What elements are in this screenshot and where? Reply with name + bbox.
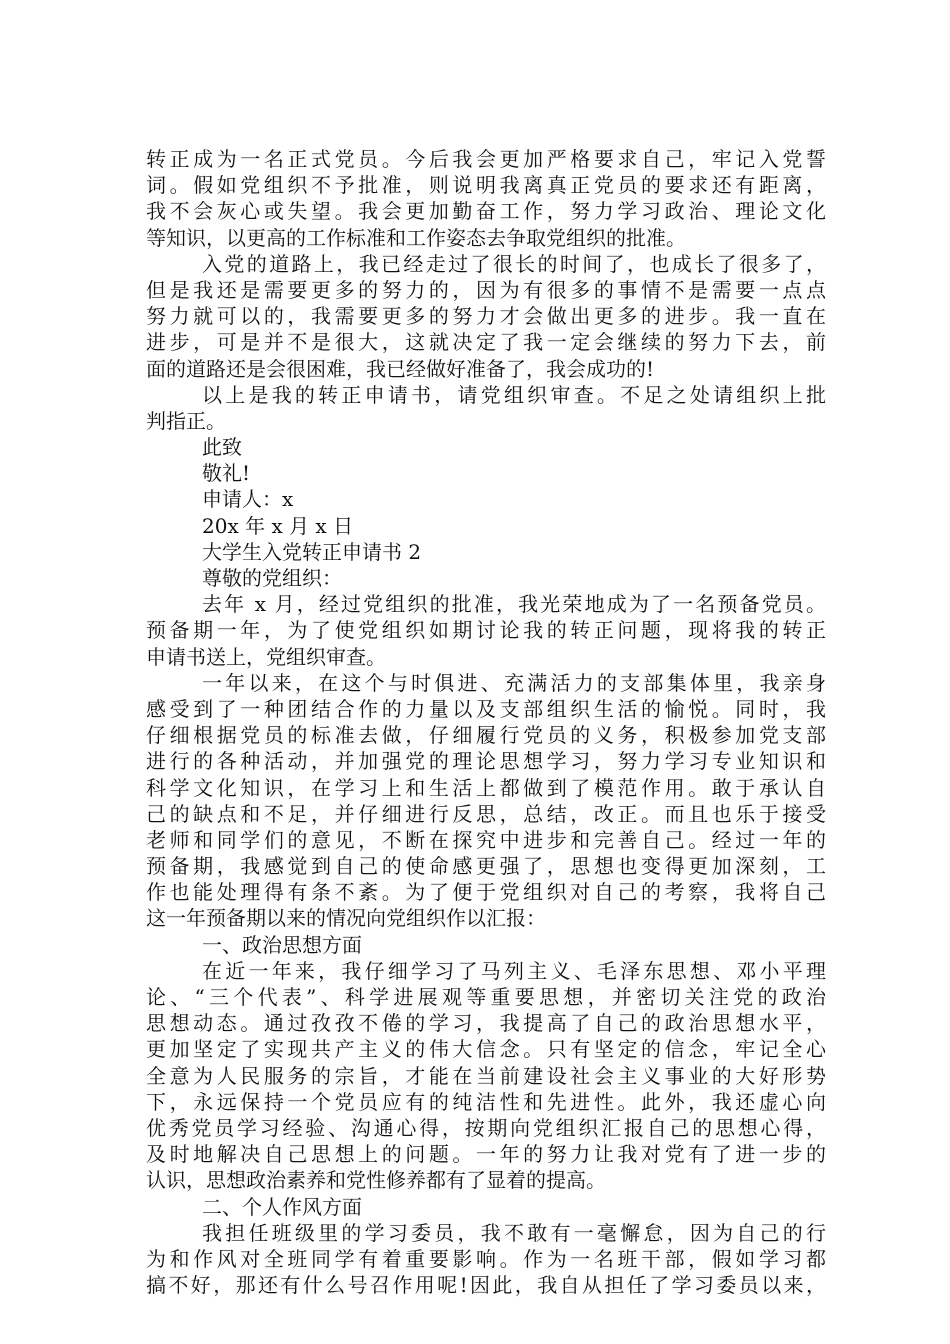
- text-line: 预备期，我感觉到自己的使命感更强了，思想也变得更加深刻，工: [146, 854, 826, 879]
- text-line: 为和作风对全班同学有着重要影响。作为一名班干部，假如学习都: [146, 1246, 826, 1271]
- text-line: 一、政治思想方面: [202, 932, 362, 957]
- text-line: 进步，可是并不是很大，这就决定了我一定会继续的努力下去，前: [146, 330, 826, 355]
- text-line: 更加坚定了实现共产主义的伟大信念。只有坚定的信念，牢记全心: [146, 1037, 826, 1062]
- text-line: 判指正。: [146, 408, 226, 433]
- text-line: 己的缺点和不足，并仔细进行反思，总结，改正。而且也乐于接受: [146, 801, 826, 826]
- text-line: 优秀党员学习经验、沟通心得，按期向党组织汇报自己的思想心得，: [146, 1115, 826, 1140]
- text-line: 敬礼!: [202, 461, 251, 486]
- text-line: 搞不好，那还有什么号召作用呢!因此，我自从担任了学习委员以来，: [146, 1273, 826, 1298]
- text-line: 论、“三个代表”、科学进展观等重要思想，并密切关注党的政治: [146, 985, 826, 1009]
- text-line: 感受到了一种团结合作的力量以及支部组织生活的愉悦。同时，我: [146, 696, 826, 721]
- text-line: 仔细根据党员的标准去做，仔细履行党员的义务，积极参加党支部: [146, 723, 826, 748]
- text-line: 努力就可以的，我需要更多的努力才会做出更多的进步。我一直在: [146, 304, 826, 329]
- text-line: 等知识，以更高的工作标准和工作姿态去争取党组织的批准。: [146, 225, 686, 250]
- text-line: 我不会灰心或失望。我会更加勤奋工作，努力学习政治、理论文化: [146, 199, 826, 224]
- document-page: [146, 146, 826, 1298]
- text-line: 此致: [202, 435, 242, 460]
- text-line: 申请书送上，党组织审查。: [146, 644, 386, 669]
- text-line: 下，永远保持一个党员应有的纯洁性和先进性。此外，我还虚心向: [146, 1089, 826, 1114]
- text-line: 进行的各种活动，并加强党的理论思想学习，努力学习专业知识和: [146, 749, 826, 774]
- text-line: 申请人：x: [202, 487, 294, 512]
- text-line: 老师和同学们的意见，不断在探究中进步和完善自己。经过一年的: [146, 827, 826, 852]
- text-line: 全意为人民服务的宗旨，才能在当前建设社会主义事业的大好形势: [146, 1063, 826, 1088]
- text-line: 在近一年来，我仔细学习了马列主义、毛泽东思想、邓小平理: [202, 958, 826, 983]
- text-line: 但是我还是需要更多的努力的，因为有很多的事情不是需要一点点: [146, 277, 826, 302]
- text-line: 20x 年 x 月 x 日: [202, 513, 354, 538]
- text-line: 入党的道路上，我已经走过了很长的时间了，也成长了很多了，: [202, 251, 826, 276]
- text-line: 一年以来，在这个与时俱进、充满活力的支部集体里，我亲身: [202, 670, 826, 695]
- text-line: 科学文化知识，在学习上和生活上都做到了模范作用。敢于承认自: [146, 775, 826, 800]
- text-line: 去年 x 月，经过党组织的批准，我光荣地成为了一名预备党员。: [202, 592, 826, 617]
- text-line: 词。假如党组织不予批准，则说明我离真正党员的要求还有距离，: [146, 173, 826, 198]
- text-line: 我担任班级里的学习委员，我不敢有一毫懈怠，因为自己的行: [202, 1220, 826, 1245]
- text-line: 这一年预备期以来的情况向党组织作以汇报：: [146, 906, 546, 931]
- text-line: 尊敬的党组织：: [202, 566, 342, 590]
- text-line: 认识，思想政治素养和党性修养都有了显着的提高。: [146, 1168, 606, 1193]
- text-line: 作也能处理得有条不紊。为了便于党组织对自己的考察，我将自己: [146, 880, 826, 905]
- text-line: 预备期一年，为了使党组织如期讨论我的转正问题，现将我的转正: [146, 618, 826, 643]
- text-line: 面的道路还是会很困难，我已经做好准备了，我会成功的!: [146, 356, 655, 381]
- text-line: 以上是我的转正申请书，请党组织审查。不足之处请组织上批: [202, 382, 826, 407]
- text-line: 二、个人作风方面: [202, 1194, 362, 1219]
- text-line: 思想动态。通过孜孜不倦的学习，我提高了自己的政治思想水平，: [146, 1011, 826, 1036]
- text-line: 大学生入党转正申请书 2: [202, 539, 422, 564]
- text-line: 及时地解决自己思想上的问题。一年的努力让我对党有了进一步的: [146, 1142, 826, 1167]
- text-line: 转正成为一名正式党员。今后我会更加严格要求自己，牢记入党誓: [146, 147, 826, 171]
